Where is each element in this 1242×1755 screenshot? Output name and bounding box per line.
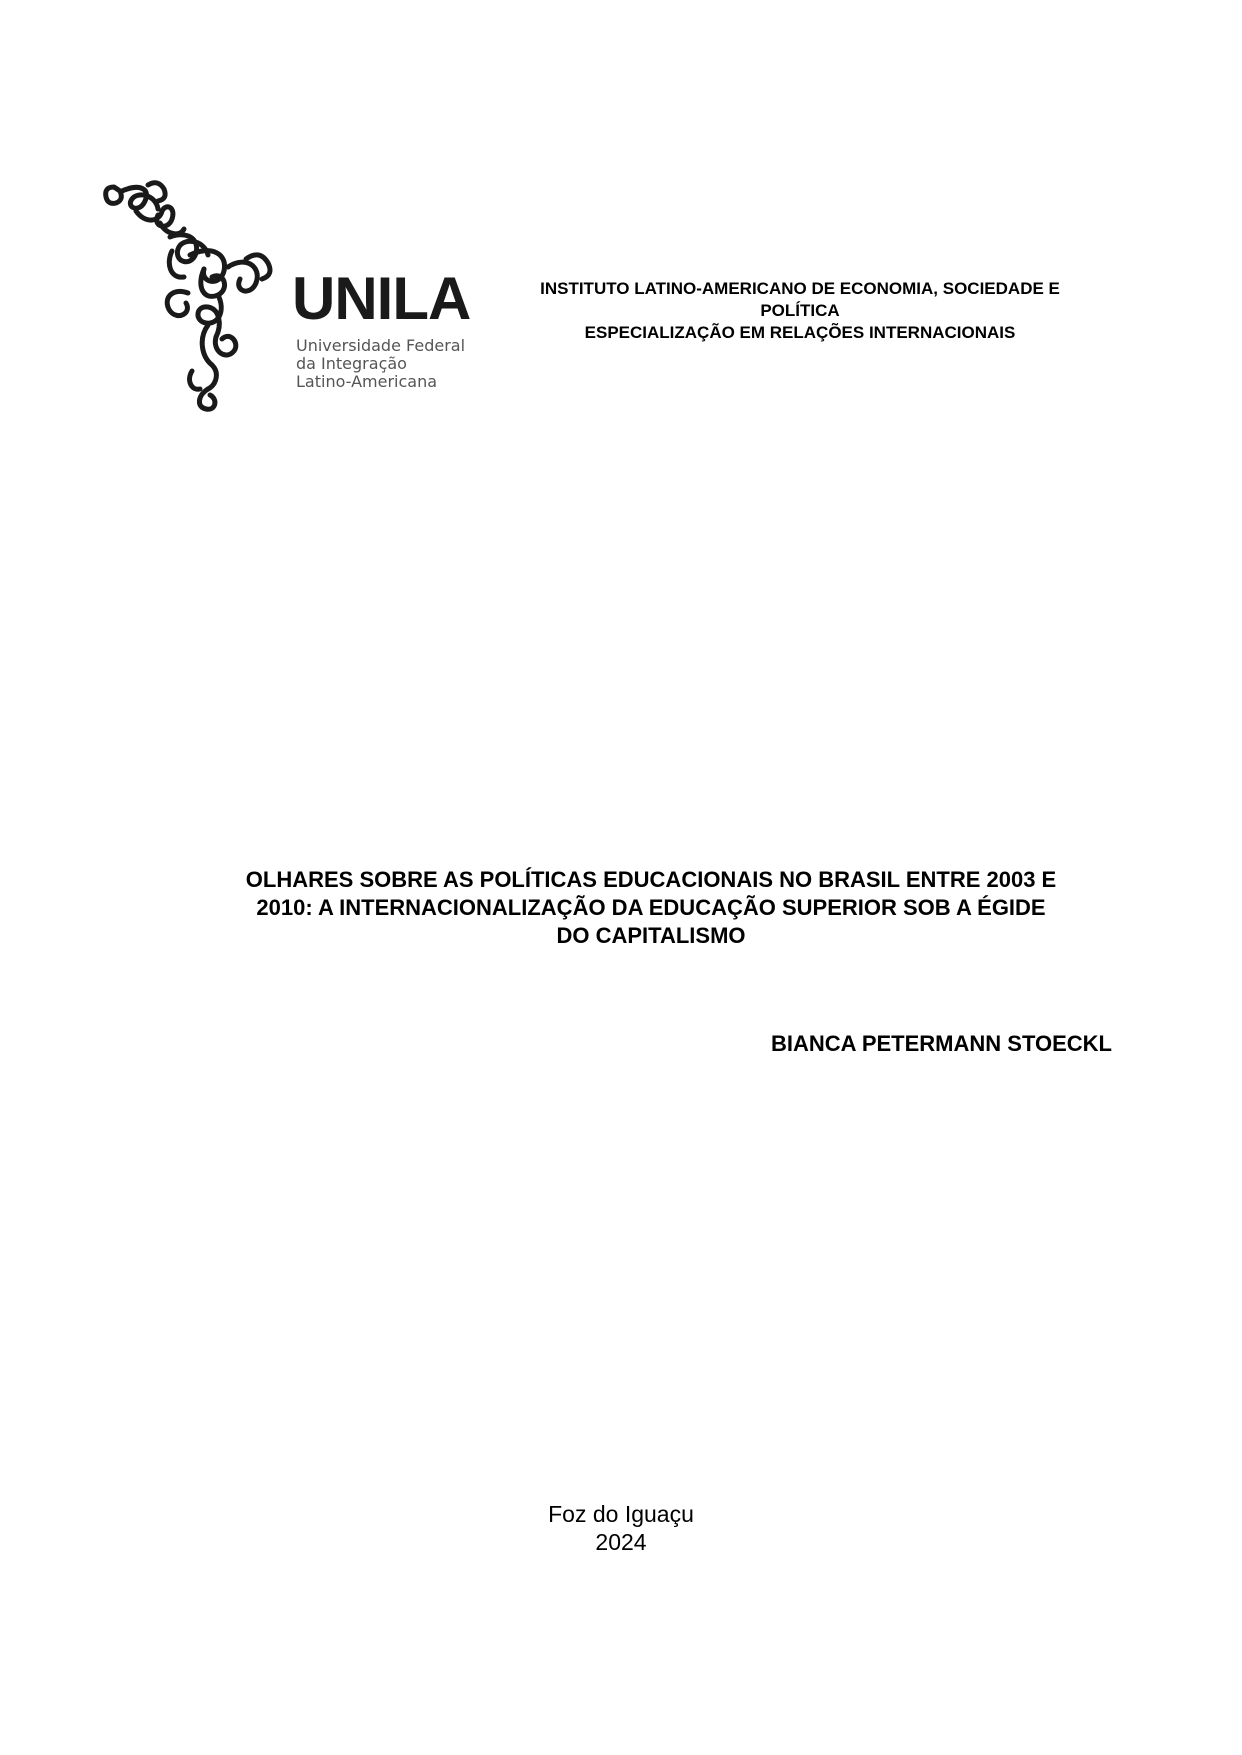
footer-city: Foz do Iguaçu [548,1501,694,1527]
title-line: OLHARES SOBRE AS POLÍTICAS EDUCACIONAIS NO BRASIL ENTRE 2003 E [245,867,1057,892]
title-line: DO CAPITALISMO [556,923,746,948]
logo-subtitle-line: da Integração [296,354,407,373]
logo-subtitle-line: Universidade Federal [296,336,466,355]
logo-subtitle [296,337,465,391]
institution-line: POLÍTICA [760,301,840,320]
logo-wordmark: UNILA [292,265,471,332]
institution-header [490,278,1110,344]
author-name: BIANCA PETERMANN STOECKL [770,1031,1112,1056]
institution-line: INSTITUTO LATINO-AMERICANO DE ECONOMIA, SOCIEDADE E [540,279,1060,298]
title-line: 2010: A INTERNACIONALIZAÇÃO DA EDUCAÇÃO SUPERIOR SOB A ÉGIDE [256,895,1046,920]
footer-location-date [471,1500,771,1556]
document-title [180,866,1122,950]
footer-year: 2024 [595,1529,647,1555]
logo-subtitle-line: Latino-Americana [296,372,438,391]
unila-logo [100,175,480,415]
program-line: ESPECIALIZAÇÃO EM RELAÇÕES INTERNACIONAIS [584,323,1016,342]
unila-knot-icon [100,175,300,415]
